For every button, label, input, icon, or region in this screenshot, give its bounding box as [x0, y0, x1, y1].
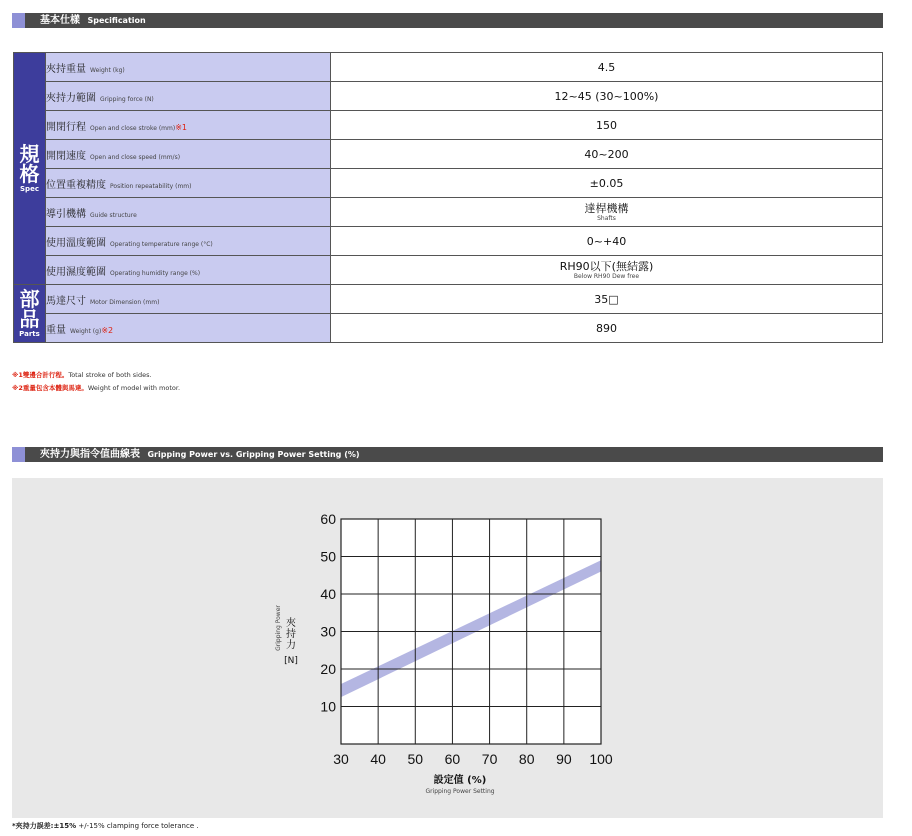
spec-label-zh: 馬達尺寸 — [46, 295, 86, 307]
spec-value — [331, 82, 883, 111]
spec-label-en: Guide structure — [90, 211, 137, 219]
spec-row — [14, 256, 883, 285]
spec-label-zh: 使用濕度範圍 — [46, 266, 106, 278]
spec-label — [46, 256, 331, 285]
spec-row — [14, 198, 883, 227]
group-parts-zh: 部品 — [19, 287, 40, 331]
spec-label-zh: 開閉速度 — [46, 150, 86, 162]
group-parts — [14, 285, 46, 343]
spec-label-zh: 使用溫度範圍 — [46, 237, 106, 249]
footnote-1 — [12, 370, 152, 379]
group-parts-en: Parts — [19, 330, 40, 338]
footnote-2-zh: 重量包含本體與馬達。 — [22, 384, 88, 392]
spec-section-header — [12, 13, 883, 28]
spec-value-sub: Shafts — [597, 214, 616, 222]
spec-label-en: Open and close speed (mm/s) — [90, 153, 181, 161]
spec-value — [331, 256, 883, 285]
chart-title-zh: 夾持力與指令值曲線表 — [40, 449, 140, 460]
spec-row — [14, 314, 883, 343]
tolerance-zh: *夾持力誤差:±15% — [12, 822, 77, 830]
x-tick-label: 100 — [589, 751, 613, 767]
spec-label — [46, 227, 331, 256]
x-axis-label-en: Gripping Power Setting — [425, 788, 495, 795]
spec-label-en: Operating humidity range (%) — [110, 269, 201, 277]
tolerance-note — [12, 821, 199, 831]
y-tick-label: 50 — [320, 548, 336, 565]
footnote-2-en: Weight of model with motor. — [87, 384, 181, 392]
footnote-1-zh: 雙邊合計行程。 — [22, 371, 69, 379]
spec-label-mark: ※2 — [101, 325, 114, 335]
spec-label-zh: 重量 — [46, 324, 66, 336]
spec-value-main: RH90以下(無結露) — [559, 259, 654, 273]
spec-label-en: Open and close stroke (mm) — [90, 124, 176, 132]
group-spec-zh: 規格 — [19, 142, 40, 186]
spec-table — [13, 52, 883, 343]
footnote-2-mark: ※2 — [12, 384, 23, 392]
spec-label — [46, 169, 331, 198]
spec-value-main: 達桿機構 — [584, 201, 629, 215]
spec-value — [331, 285, 883, 314]
spec-value-main: 150 — [596, 118, 617, 132]
y-tick-label: 30 — [320, 623, 336, 640]
header-accent — [12, 447, 25, 462]
tolerance-en: +/-15% clamping force tolerance . — [78, 822, 199, 830]
spec-value-main: 35□ — [594, 292, 619, 306]
chart-title-en: Gripping Power vs. Gripping Power Setting (%) — [147, 450, 360, 459]
spec-label — [46, 314, 331, 343]
footnote-1-en: Total stroke of both sides. — [68, 371, 152, 379]
x-tick-label: 80 — [518, 751, 535, 767]
gripping-power-chart — [12, 478, 883, 818]
spec-label-en: Gripping force (N) — [100, 95, 154, 103]
spec-label-mark: ※1 — [175, 122, 188, 132]
spec-row — [14, 111, 883, 140]
y-tick-label: 10 — [320, 698, 336, 715]
x-tick-label: 70 — [481, 751, 498, 767]
spec-row — [14, 140, 883, 169]
spec-title-en: Specification — [87, 16, 146, 25]
spec-label-zh: 夾持重量 — [46, 63, 86, 75]
x-tick-label: 60 — [444, 751, 461, 767]
spec-row — [14, 169, 883, 198]
spec-label-zh: 導引機構 — [46, 208, 86, 220]
spec-label-zh: 開閉行程 — [46, 121, 86, 133]
chart-section-header — [12, 447, 883, 462]
spec-value — [331, 111, 883, 140]
x-axis-label-zh: 設定值 (%) — [433, 775, 487, 786]
x-tick-label: 90 — [556, 751, 572, 767]
spec-value-main: ±0.05 — [589, 176, 624, 190]
spec-value-main: 890 — [596, 321, 617, 335]
x-tick-label: 50 — [407, 751, 424, 767]
spec-value — [331, 53, 883, 82]
spec-label — [46, 198, 331, 227]
y-tick-label: 40 — [320, 586, 336, 602]
y-tick-label: 20 — [320, 661, 336, 677]
spec-row — [14, 227, 883, 256]
spec-row — [14, 82, 883, 111]
header-accent — [12, 13, 25, 28]
y-axis-label-en: Gripping Power — [275, 605, 282, 651]
spec-label-en: Motor Dimension (mm) — [90, 298, 160, 306]
footnote-1-mark: ※1 — [12, 371, 23, 379]
spec-value — [331, 314, 883, 343]
group-spec — [14, 53, 46, 285]
spec-row — [14, 285, 883, 314]
spec-value-main: 4.5 — [597, 60, 616, 74]
spec-label — [46, 111, 331, 140]
spec-title-zh: 基本仕樣 — [40, 15, 80, 26]
spec-label-en: Weight (g) — [70, 327, 102, 335]
y-tick-label: 60 — [320, 511, 336, 527]
spec-label-en: Position repeatability (mm) — [110, 182, 192, 190]
spec-value-main: 12~45 (30~100%) — [554, 89, 659, 103]
x-tick-label: 30 — [333, 751, 349, 767]
spec-label — [46, 53, 331, 82]
footnote-2 — [12, 383, 180, 392]
spec-label-zh: 位置重複精度 — [46, 179, 106, 191]
spec-value — [331, 140, 883, 169]
spec-label — [46, 82, 331, 111]
spec-value-main: 40~200 — [584, 147, 629, 161]
spec-value-main: 0~+40 — [586, 234, 627, 248]
spec-value-sub: Below RH90 Dew free — [573, 272, 640, 280]
chart-panel — [12, 478, 883, 818]
spec-value — [331, 169, 883, 198]
group-spec-en: Spec — [20, 185, 39, 193]
spec-value — [331, 227, 883, 256]
spec-label — [46, 285, 331, 314]
spec-label — [46, 140, 331, 169]
spec-label-en: Weight (kg) — [90, 66, 125, 74]
y-axis-label-unit: [N] — [284, 656, 298, 666]
x-tick-label: 40 — [370, 751, 386, 767]
spec-label-zh: 夾持力範圍 — [46, 92, 96, 104]
spec-label-en: Operating temperature range (°C) — [110, 240, 213, 248]
spec-value — [331, 198, 883, 227]
y-axis-label-zh: 夾持力 — [286, 618, 296, 651]
spec-row — [14, 53, 883, 82]
